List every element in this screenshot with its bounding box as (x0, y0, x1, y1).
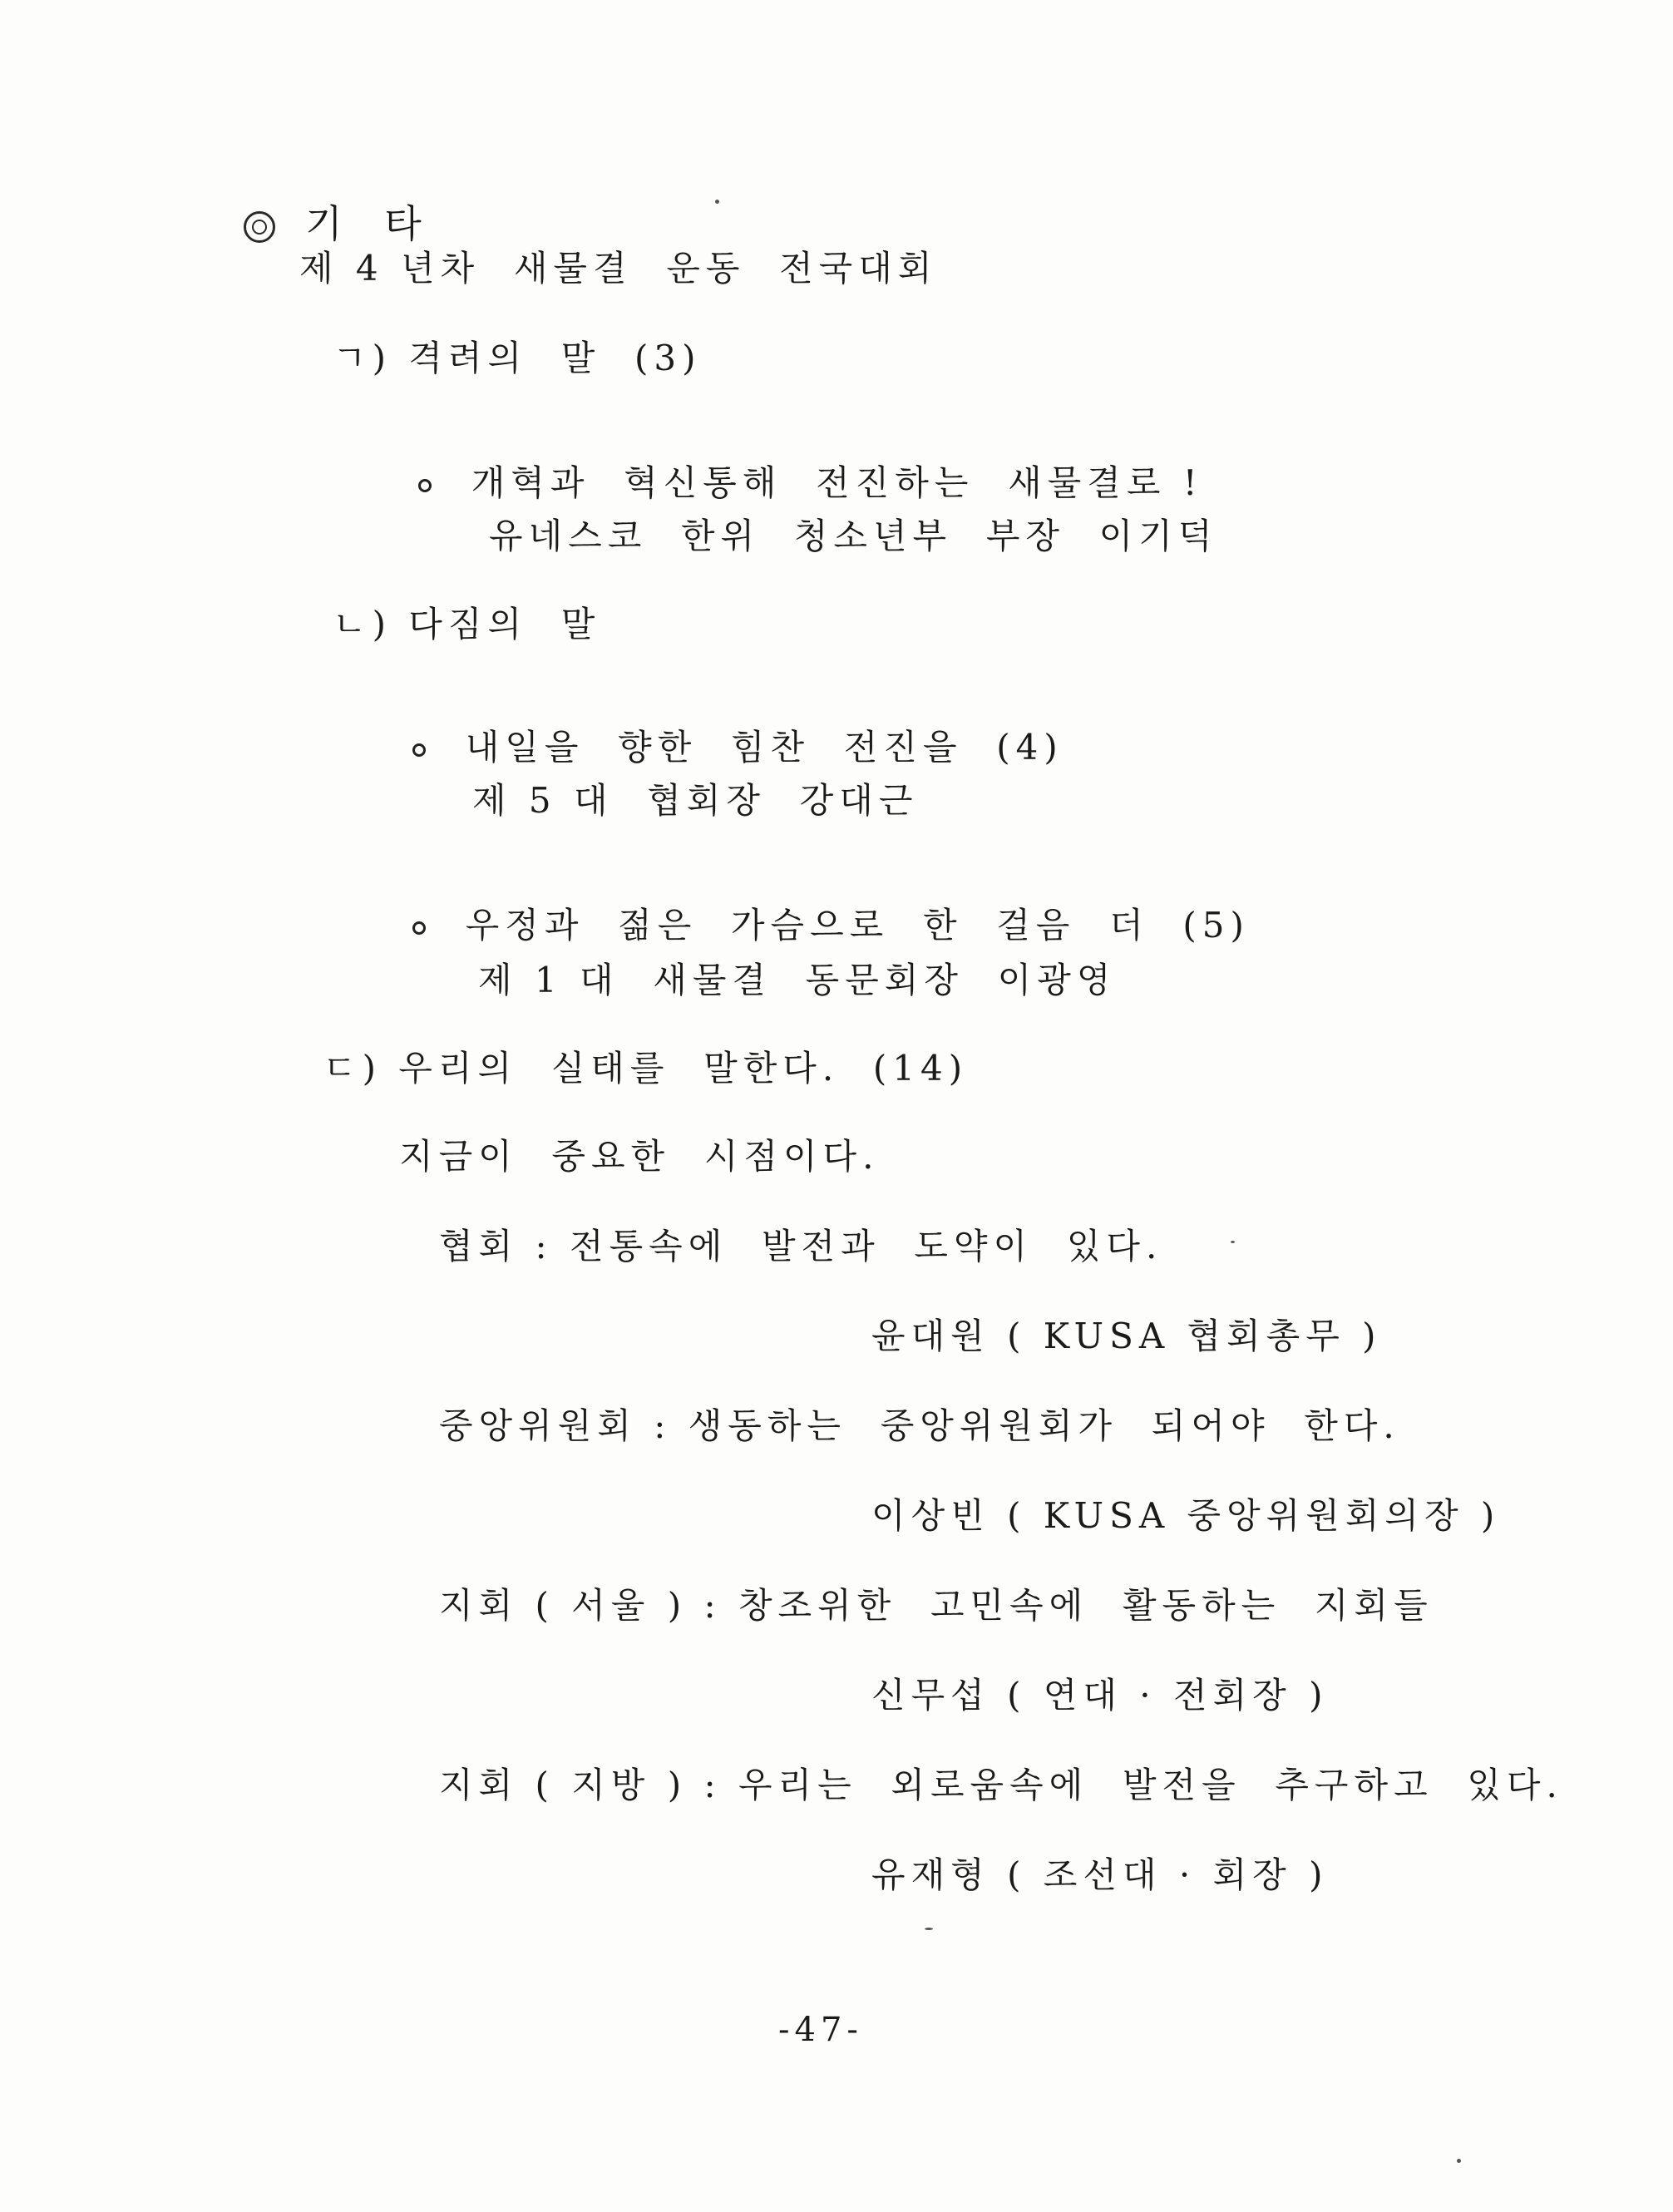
circle-bullet-icon (412, 921, 426, 935)
item-heading: ㄱ) 격려의 말 (3) (333, 338, 702, 378)
section-title: 기 타 (305, 201, 437, 246)
circle-bullet-icon (412, 743, 426, 757)
report-topic: 협회 : 전통속에 발전과 도약이 있다. (439, 1226, 1163, 1266)
page-number: -47- (778, 2011, 863, 2049)
scan-speck (715, 200, 719, 204)
report-author: 유재형 ( 조선대 · 회장 ) (871, 1854, 1329, 1895)
entry-author: 제 5 대 협회장 강대근 (472, 780, 919, 821)
scan-speck (925, 1928, 933, 1930)
scan-speck (1457, 2159, 1461, 2163)
report-author: 신무섭 ( 연대 · 전회장 ) (871, 1675, 1329, 1716)
report-author: 윤대원 ( KUSA 협회총무 ) (871, 1316, 1382, 1356)
double-circle-bullet-icon (244, 211, 275, 243)
entry-author: 제 1 대 새물결 동문회장 이광영 (478, 960, 1117, 1000)
report-topic: 지회 ( 지방 ) : 우리는 외로움속에 발전을 추구하고 있다. (439, 1765, 1563, 1805)
entry-title: 내일을 향한 힘찬 전진을 (4) (378, 695, 1064, 765)
section-heading (190, 166, 437, 246)
report-author: 이상빈 ( KUSA 중앙위원회의장 ) (871, 1495, 1501, 1536)
report-topic: 지회 ( 서울 ) : 창조위한 고민속에 활동하는 지회들 (439, 1585, 1434, 1626)
item-heading: ㄷ) 우리의 실태를 말한다. (14) (323, 1048, 969, 1089)
entry-author: 유네스코 한위 청소년부 부장 이기덕 (489, 516, 1218, 556)
item-intro: 지금이 중요한 시점이다. (399, 1136, 880, 1177)
entry-title: 우정과 젊은 가슴으로 한 걸음 더 (5) (378, 873, 1250, 943)
circle-bullet-icon (418, 479, 432, 492)
entry-title: 개혁과 혁신통해 전진하는 새물결로 ! (384, 431, 1203, 501)
scan-speck (1231, 1241, 1235, 1243)
report-topic: 중앙위원회 : 생동하는 중앙위원회가 되어야 한다. (439, 1405, 1400, 1446)
event-title: 제 4 년차 새물결 운동 전국대회 (299, 248, 938, 289)
item-heading: ㄴ) 다짐의 말 (333, 604, 601, 644)
